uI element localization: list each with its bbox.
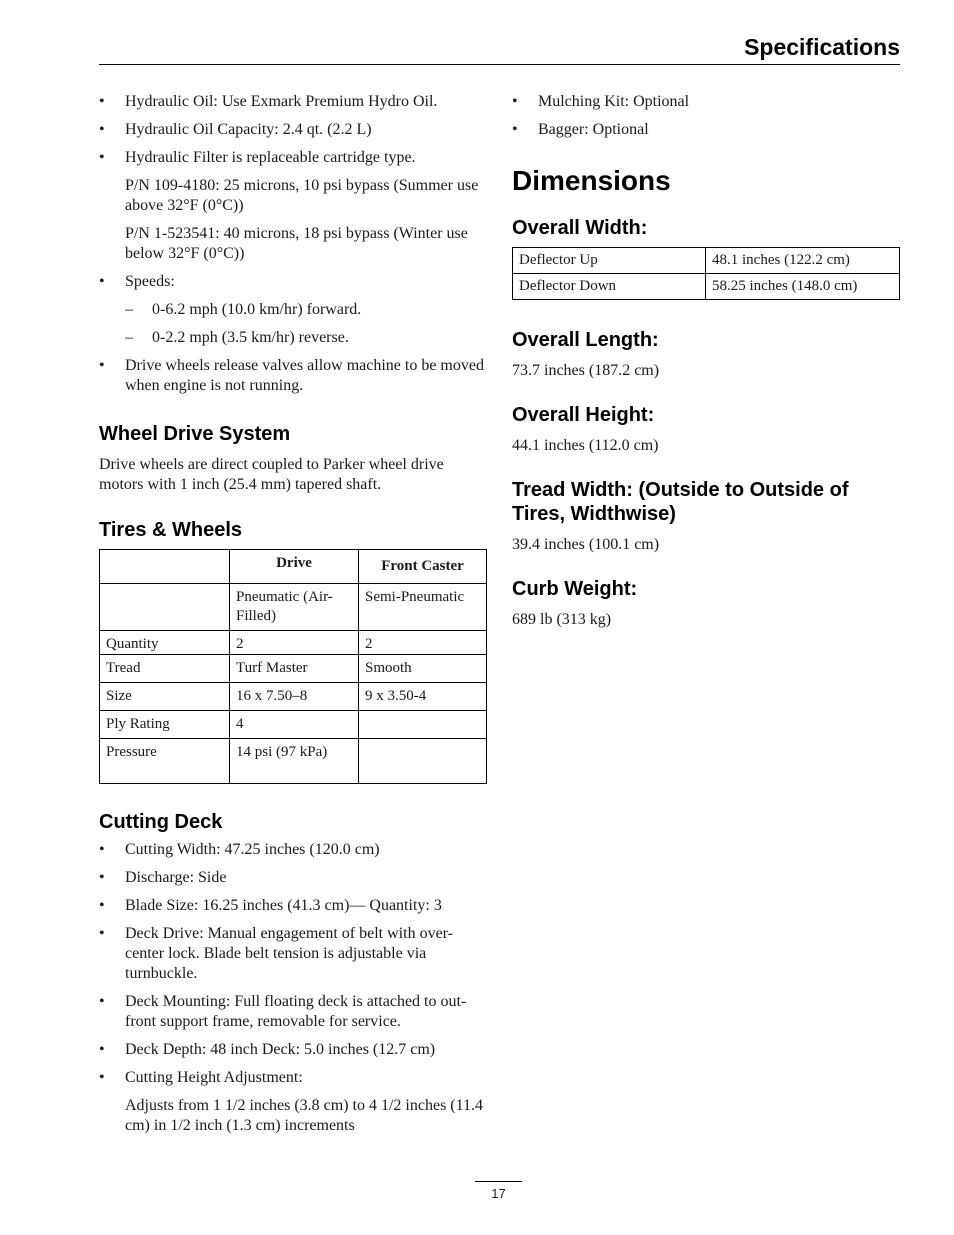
overall-length-value: 73.7 inches (187.2 cm) [512, 362, 660, 379]
list-item: • Blade Size: 16.25 inches (41.3 cm)— Quantity: 3 [99, 897, 442, 914]
list-item: – 0-2.2 mph (3.5 km/hr) reverse. [125, 329, 349, 346]
list-item: • Hydraulic Oil: Use Exmark Premium Hydro Oil. [99, 93, 438, 110]
overall-height-value: 44.1 inches (112.0 cm) [512, 437, 659, 454]
table-row: Tread Turf Master Smooth [100, 655, 487, 683]
overall-width-table [512, 247, 900, 300]
page-title: Specifications [744, 34, 900, 60]
list-item: • Hydraulic Filter is replaceable cartridge type. [99, 149, 416, 166]
table-cell [100, 550, 230, 584]
drive-release-list [99, 356, 487, 396]
filter-note: P/N 109-4180: 25 microns, 10 psi bypass (Summer use above 32°F (0°C)) [125, 177, 479, 214]
table-header-front: Front Caster [359, 550, 487, 584]
tires-heading: Tires & Wheels [99, 519, 243, 541]
list-item: – 0-6.2 mph (10.0 km/hr) forward. [125, 301, 362, 318]
overall-width-heading: Overall Width: [512, 217, 648, 239]
dimensions-heading: Dimensions [512, 165, 671, 196]
list-item: • Bagger: Optional [512, 121, 649, 138]
left-column [99, 92, 487, 1144]
table-row: Deflector Down 58.25 inches (148.0 cm) [513, 274, 900, 300]
speeds-list [99, 272, 487, 292]
table-header-drive: Drive [230, 550, 359, 584]
list-item: • Deck Mounting: Full floating deck is attached to out-front support frame, removable for service. [99, 993, 467, 1030]
overall-height-heading: Overall Height: [512, 404, 655, 426]
options-list [512, 92, 900, 140]
curb-weight-value: 689 lb (313 kg) [512, 611, 612, 628]
table-row: Size 16 x 7.50–8 9 x 3.50-4 [100, 683, 487, 711]
height-note: Adjusts from 1 1/2 inches (3.8 cm) to 4 1/2 inches (11.4 cm) in 1/2 inch (1.3 cm) increments [125, 1097, 484, 1134]
tread-width-value: 39.4 inches (100.1 cm) [512, 536, 660, 553]
list-item: • Deck Depth: 48 inch Deck: 5.0 inches (12.7 cm) [99, 1041, 436, 1058]
wheel-drive-text: Drive wheels are direct coupled to Parker wheel drive motors with 1 inch (25.4 mm) tapered shaft. [99, 456, 444, 493]
page-number: 17 [475, 1181, 522, 1201]
list-item: • Discharge: Side [99, 869, 227, 886]
tires-table [99, 549, 487, 784]
list-item: • Deck Drive: Manual engagement of belt with over-center lock. Blade belt tension is adjustable via turnbuckle. [99, 925, 454, 982]
overall-length-heading: Overall Length: [512, 329, 659, 351]
list-item: • Speeds: [99, 273, 175, 290]
list-item: • Drive wheels release valves allow machine to be moved when engine is not running. [99, 357, 484, 394]
cutting-deck-list [99, 840, 487, 1088]
filter-note: P/N 1-523541: 40 microns, 18 psi bypass (Winter use below 32°F (0°C)) [125, 225, 468, 262]
tread-width-heading: Tread Width: (Outside to Outside of Tires, Widthwise) [512, 479, 849, 525]
wheel-drive-heading: Wheel Drive System [99, 423, 291, 445]
speeds-sublist [99, 300, 487, 348]
table-row: Pneumatic (Air-Filled) Semi-Pneumatic [100, 584, 487, 631]
list-item: • Mulching Kit: Optional [512, 93, 690, 110]
hydraulic-list [99, 92, 487, 168]
table-row: Pressure 14 psi (97 kPa) [100, 739, 487, 784]
page-header [99, 34, 900, 65]
table-row: Quantity 2 2 [100, 631, 487, 655]
list-item: • Cutting Height Adjustment: [99, 1069, 303, 1086]
table-row: Ply Rating 4 [100, 711, 487, 739]
table-row: Deflector Up 48.1 inches (122.2 cm) [513, 248, 900, 274]
cutting-deck-heading: Cutting Deck [99, 811, 223, 833]
curb-weight-heading: Curb Weight: [512, 578, 638, 600]
list-item: • Cutting Width: 47.25 inches (120.0 cm) [99, 841, 380, 858]
list-item: • Hydraulic Oil Capacity: 2.4 qt. (2.2 L) [99, 121, 372, 138]
right-column [512, 92, 900, 630]
